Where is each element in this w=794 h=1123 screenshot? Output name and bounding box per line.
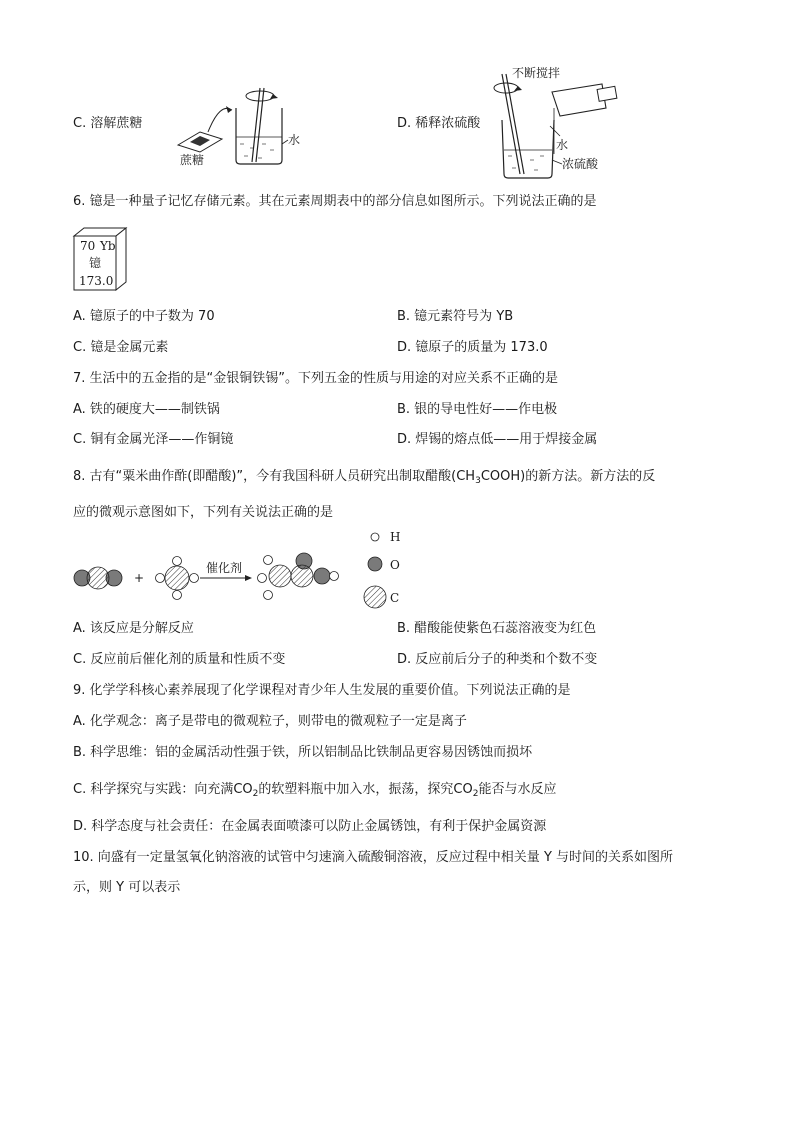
q8-stem-line2: 应的微观示意图如下，下列有关说法正确的是 xyxy=(73,505,334,520)
q6-stem: 6. 镱是一种量子记忆存储元素。其在元素周期表中的部分信息如图所示。下列说法正确的是 xyxy=(73,194,597,209)
q8-option-d: D. 反应前后分子的种类和个数不变 xyxy=(397,652,598,667)
q9-option-b: B. 科学思维：铝的金属活动性强于铁，所以铝制品比铁制品更容易因锈蚀而损坏 xyxy=(73,745,533,760)
q7-option-b: B. 银的导电性好——作电极 xyxy=(397,402,558,417)
catalyst-label: 催化剂 xyxy=(206,561,243,575)
water-label: 水 xyxy=(288,133,301,147)
atomic-mass: 173.0 xyxy=(79,274,114,288)
q7-stem: 7. 生活中的五金指的是“金银铜铁锡”。下列五金的性质与用途的对应关系不正确的是 xyxy=(73,371,559,386)
element-symbol: Yb xyxy=(100,239,116,253)
element-cell-ytterbium xyxy=(72,226,128,292)
q10-stem-line1: 10. 向盛有一定量氢氧化钠溶液的试管中匀速滴入硫酸铜溶液，反应过程中相关量 Y 与时间的关系如图所 xyxy=(73,850,674,865)
q10-stem-line2: 示，则 Y 可以表示 xyxy=(73,880,181,895)
water-label-d: 水 xyxy=(556,138,569,152)
q8-option-b: B. 醋酸能使紫色石蕊溶液变为红色 xyxy=(397,621,597,636)
q7-option-a: A. 铁的硬度大——制铁锅 xyxy=(73,402,220,417)
legend-h: H xyxy=(390,530,401,544)
q6-option-a: A. 镱原子的中子数为 70 xyxy=(73,309,215,324)
q6-option-c: C. 镱是金属元素 xyxy=(73,340,169,355)
dilute-acid-figure xyxy=(490,64,630,182)
acetic-acid-formula: $(CH_3COOH)$ xyxy=(451,469,526,486)
stir-label: 不断搅拌 xyxy=(512,66,561,80)
legend-c: C xyxy=(390,591,400,605)
q9-option-d: D. 科学态度与社会责任：在金属表面喷漆可以防止金属锈蚀，有利于保护金属资源 xyxy=(73,819,547,834)
element-name: 镱 xyxy=(89,256,102,270)
q8-option-a: A. 该反应是分解反应 xyxy=(73,621,194,636)
reaction-micro-diagram xyxy=(72,528,412,610)
q5-option-d: D. 稀释浓硫酸 xyxy=(397,116,481,131)
q8-option-c: C. 反应前后催化剂的质量和性质不变 xyxy=(73,652,286,667)
q7-option-d: D. 焊锡的熔点低——用于焊接金属 xyxy=(397,432,598,447)
q6-option-b: B. 镱元素符号为 YB xyxy=(397,309,514,324)
q8-stem-b: 的新方法。新方法的反 xyxy=(525,469,656,484)
plus-sign: + xyxy=(134,571,145,585)
q5-option-c: C. 溶解蔗糖 xyxy=(73,116,143,131)
q9-option-a: A. 化学观念：离子是带电的微观粒子，则带电的微观粒子一定是离子 xyxy=(73,714,467,729)
q8-stem-line1 xyxy=(73,469,655,485)
q6-option-d: D. 镱原子的质量为 173.0 xyxy=(397,340,548,355)
q9-stem: 9. 化学学科核心素养展现了化学课程对青少年人生发展的重要价值。下列说法正确的是 xyxy=(73,683,571,698)
atomic-number: 70 xyxy=(80,239,96,253)
legend-o: O xyxy=(390,558,400,572)
q9-option-c: C. 科学探究与实践：向充满$CO_2$的软塑料瓶中加入水，振荡，探究$CO_2$能否与水反应 xyxy=(73,782,557,799)
q7-option-c: C. 铜有金属光泽——作铜镜 xyxy=(73,432,234,447)
sugar-label: 蔗糖 xyxy=(180,153,205,167)
acid-label: 浓硫酸 xyxy=(562,157,599,171)
dissolve-sugar-figure xyxy=(170,82,310,172)
q8-stem-a: 8. 古有“粟米曲作酢(即醋酸)”，今有我国科研人员研究出制取醋酸 xyxy=(73,469,452,484)
